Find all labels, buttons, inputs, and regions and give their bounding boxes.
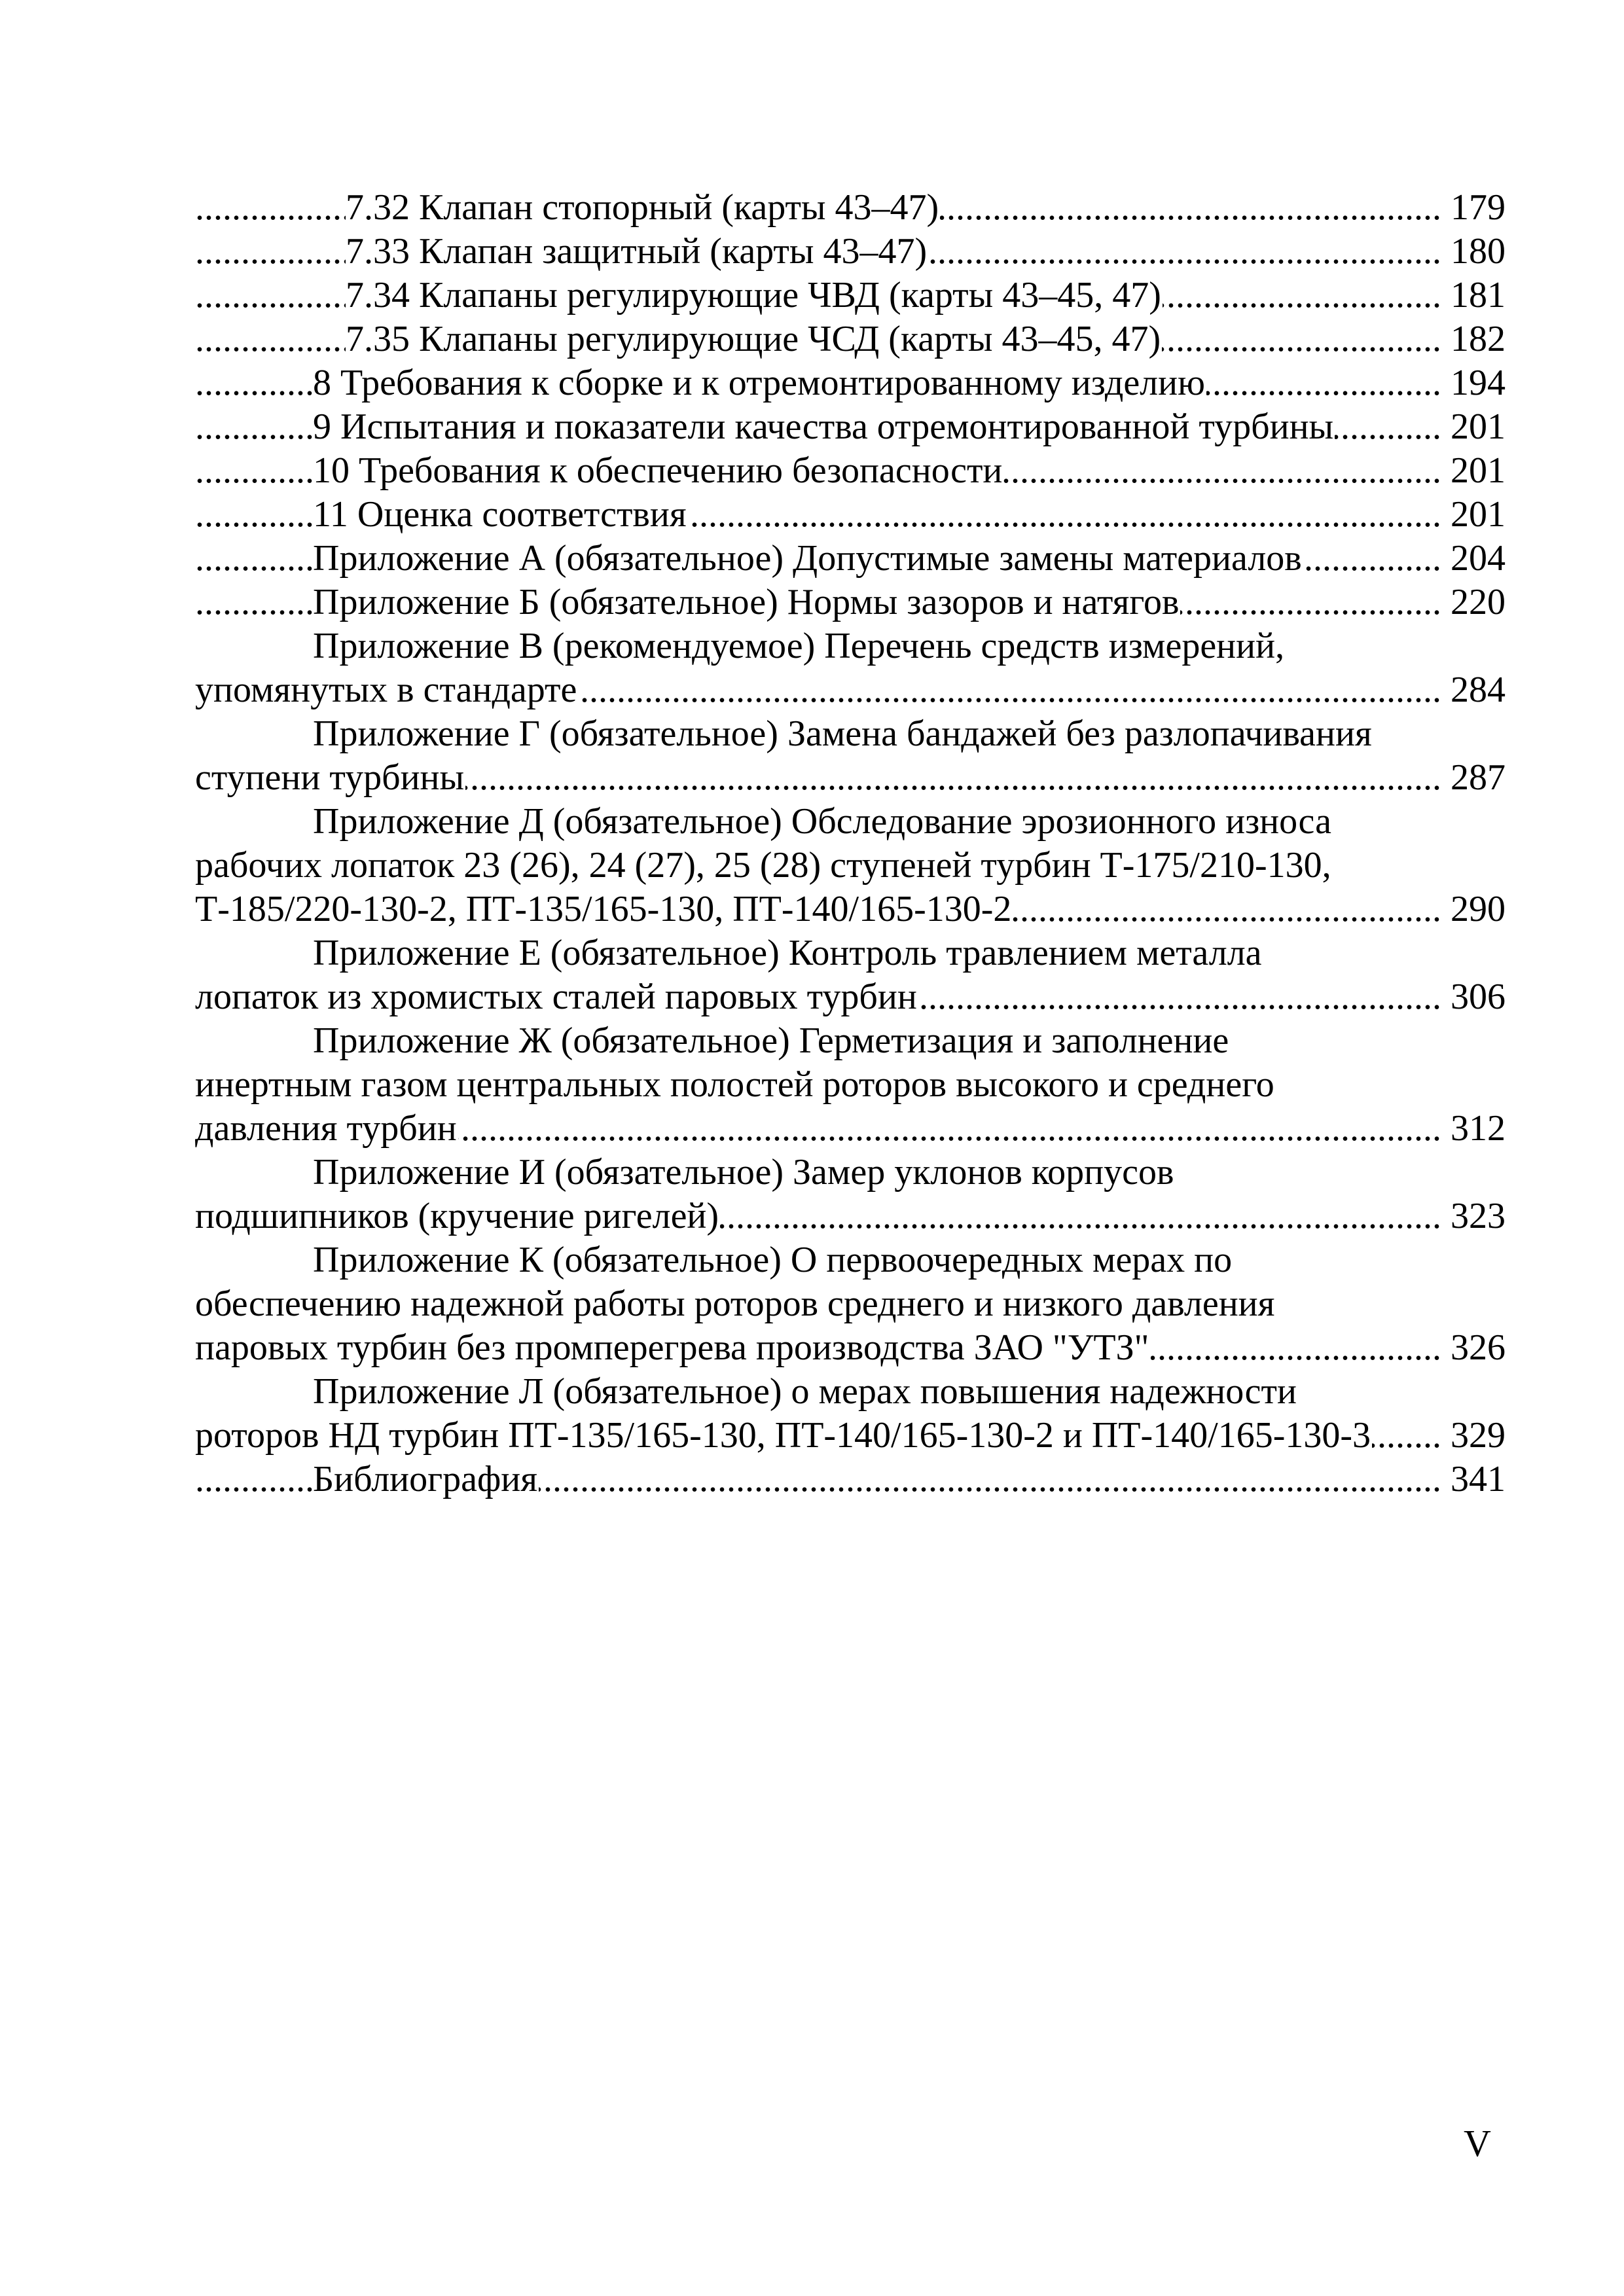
toc-entry: [195, 844, 1506, 888]
table-of-contents: [195, 186, 1506, 1501]
toc-entry-title: подшипников (кручение ригелей): [195, 1194, 720, 1238]
toc-entry: [195, 230, 1506, 274]
toc-entry: [195, 537, 1506, 581]
toc-entry-title: Приложение Б (обязательное) Нормы зазоров и натягов: [313, 581, 1180, 624]
toc-entry-page: 306: [1440, 975, 1506, 1019]
toc-entry: [195, 274, 1506, 317]
toc-entry-page: 201: [1440, 493, 1506, 537]
toc-entry-title: роторов НД турбин ПТ-135/165-130, ПТ-140/165-130-2 и ПТ-140/165-130-3: [195, 1414, 1372, 1458]
toc-entry-title: Приложение Д (обязательное) Обследование эрозионного износа: [313, 800, 1333, 844]
toc-entry-page: 182: [1440, 317, 1506, 361]
toc-entry: [195, 668, 1506, 712]
toc-entry-title: рабочих лопаток 23 (26), 24 (27), 25 (28) ступеней турбин Т-175/210-130,: [195, 844, 1333, 888]
toc-entry-page: 180: [1440, 230, 1506, 274]
toc-entry-title: Приложение Г (обязательное) Замена бандажей без разлопачивания: [313, 712, 1373, 756]
page-number: V: [1464, 2122, 1491, 2164]
toc-entry: [195, 756, 1506, 800]
toc-entry-title: Библиография: [313, 1458, 539, 1501]
toc-entry-page: 326: [1440, 1326, 1506, 1370]
toc-entry-page: 341: [1440, 1458, 1506, 1501]
toc-entry: [195, 1370, 1506, 1414]
toc-entry-page: 201: [1440, 449, 1506, 493]
toc-entry: [195, 1019, 1506, 1063]
toc-entry-title: 7.32 Клапан стопорный (карты 43–47): [346, 186, 940, 230]
toc-entry-title: 9 Испытания и показатели качества отремонтированной турбины: [313, 405, 1335, 449]
toc-entry-title: 11 Оценка соответствия: [313, 493, 688, 537]
toc-entry-page: 290: [1440, 888, 1506, 931]
toc-entry: [195, 888, 1506, 931]
toc-entry-title: обеспечению надежной работы роторов среднего и низкого давления: [195, 1282, 1276, 1326]
toc-entry: [195, 186, 1506, 230]
toc-entry-page: 284: [1440, 668, 1506, 712]
toc-entry: [195, 1063, 1506, 1107]
toc-entry: [195, 624, 1506, 668]
toc-entry-title: 7.34 Клапаны регулирующие ЧВД (карты 43–45, 47): [346, 274, 1163, 317]
toc-entry-title: ступени турбины: [195, 756, 465, 800]
toc-entry-title: 7.35 Клапаны регулирующие ЧСД (карты 43–45, 47): [346, 317, 1162, 361]
toc-entry: [195, 581, 1506, 624]
toc-entry-page: 220: [1440, 581, 1506, 624]
toc-entry: [195, 1238, 1506, 1282]
toc-entry-page: 287: [1440, 756, 1506, 800]
toc-entry-title: 8 Требования к сборке и к отремонтированному изделию: [313, 361, 1206, 405]
toc-entry: [195, 1151, 1506, 1194]
toc-entry-title: Приложение А (обязательное) Допустимые замены материалов: [313, 537, 1303, 581]
toc-entry-title: 7.33 Клапан защитный (карты 43–47): [346, 230, 928, 274]
toc-entry-title: Приложение И (обязательное) Замер уклонов корпусов: [313, 1151, 1175, 1194]
toc-entry: [195, 1458, 1506, 1501]
toc-entry: [195, 931, 1506, 975]
toc-entry: [195, 1282, 1506, 1326]
toc-entry-title: паровых турбин без промперегрева производства ЗАО "УТЗ": [195, 1326, 1151, 1370]
toc-entry-title: давления турбин: [195, 1107, 458, 1151]
toc-entry-title: лопаток из хромистых сталей паровых турбин: [195, 975, 918, 1019]
toc-entry: [195, 1107, 1506, 1151]
toc-entry: [195, 405, 1506, 449]
toc-entry-title: Приложение Е (обязательное) Контроль травлением металла: [313, 931, 1263, 975]
toc-entry: [195, 975, 1506, 1019]
toc-entry: [195, 800, 1506, 844]
toc-entry-title: упомянутых в стандарте: [195, 668, 578, 712]
toc-entry-page: 194: [1440, 361, 1506, 405]
toc-entry-title: Т-185/220-130-2, ПТ-135/165-130, ПТ-140/165-130-2: [195, 888, 1013, 931]
toc-entry-title: Приложение К (обязательное) О первоочередных мерах по: [313, 1238, 1233, 1282]
toc-entry-page: 323: [1440, 1194, 1506, 1238]
toc-entry-title: 10 Требования к обеспечению безопасности: [313, 449, 1003, 493]
toc-entry: [195, 449, 1506, 493]
toc-entry-title: инертным газом центральных полостей роторов высокого и среднего: [195, 1063, 1276, 1107]
toc-entry-page: 179: [1440, 186, 1506, 230]
toc-entry: [195, 317, 1506, 361]
toc-entry-page: 329: [1440, 1414, 1506, 1458]
toc-entry: [195, 1326, 1506, 1370]
toc-entry-title: Приложение Ж (обязательное) Герметизация и заполнение: [313, 1019, 1230, 1063]
toc-entry-page: 312: [1440, 1107, 1506, 1151]
toc-entry: [195, 1194, 1506, 1238]
toc-entry: [195, 1414, 1506, 1458]
toc-entry: [195, 493, 1506, 537]
toc-entry-page: 204: [1440, 537, 1506, 581]
toc-entry: [195, 361, 1506, 405]
toc-entry-page: 201: [1440, 405, 1506, 449]
toc-entry: [195, 712, 1506, 756]
toc-entry-page: 181: [1440, 274, 1506, 317]
toc-entry-title: Приложение В (рекомендуемое) Перечень средств измерений,: [313, 624, 1286, 668]
toc-entry-title: Приложение Л (обязательное) о мерах повышения надежности: [313, 1370, 1298, 1414]
